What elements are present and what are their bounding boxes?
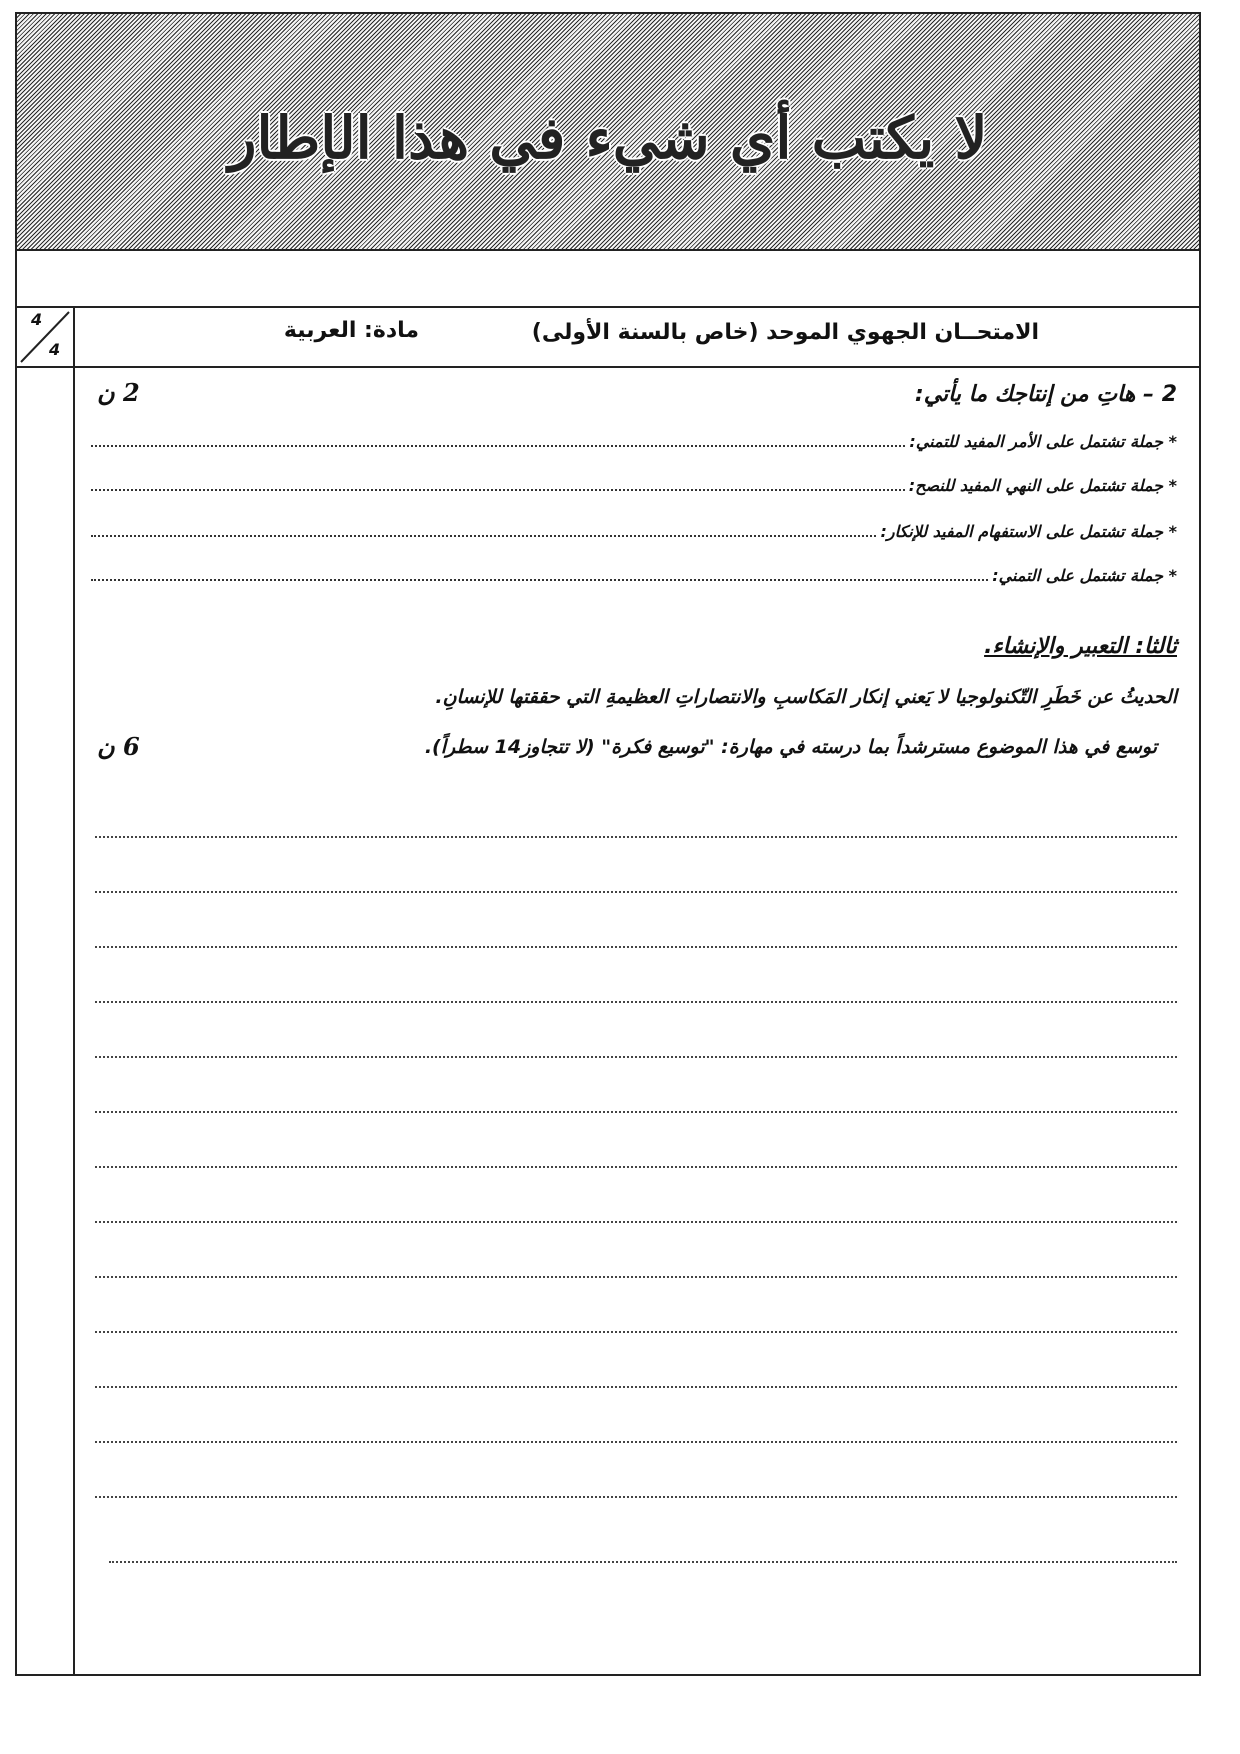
question-2-score: 2 ن — [97, 378, 140, 407]
answer-line-imperative[interactable] — [91, 432, 1177, 451]
prompt-wish: * جملة تشتمل على التمني: — [992, 566, 1177, 585]
question-2-heading: 2 – هاتِ من إنتاجك ما يأتي: — [914, 382, 1177, 407]
prompt-interrogative: * جملة تشتمل على الاستفهام المفيد للإنكار: — [880, 522, 1177, 541]
banner-text: لا يكتب أي شيء في هذا الإطار — [228, 104, 988, 172]
writing-line-12[interactable] — [95, 1441, 1177, 1443]
answer-line-wish[interactable] — [91, 566, 1177, 585]
no-write-banner — [17, 14, 1199, 251]
writing-line-5[interactable] — [95, 1056, 1177, 1058]
answer-line-prohibition[interactable] — [91, 476, 1177, 495]
dotted-answer-space[interactable] — [91, 488, 905, 491]
answer-line-interrogative[interactable] — [91, 522, 1177, 541]
prompt-imperative: * جملة تشتمل على الأمر المفيد للتمني: — [909, 432, 1177, 451]
page-number-box — [17, 308, 75, 366]
dotted-answer-space[interactable] — [91, 578, 988, 581]
section-3-title: ثالثا: التعبير والإنشاء. — [984, 634, 1177, 659]
exam-title: الامتحــان الجهوي الموحد (خاص بالسنة الأولى) — [531, 320, 1039, 345]
page-total: 4 — [49, 340, 61, 359]
dotted-answer-space[interactable] — [91, 534, 876, 537]
page-current: 4 — [31, 310, 43, 329]
writing-line-7[interactable] — [95, 1166, 1177, 1168]
dotted-answer-space[interactable] — [91, 444, 905, 447]
writing-line-9[interactable] — [95, 1276, 1177, 1278]
writing-line-10[interactable] — [95, 1331, 1177, 1333]
writing-line-11[interactable] — [95, 1386, 1177, 1388]
writing-line-14[interactable] — [109, 1561, 1177, 1563]
prompt-prohibition: * جملة تشتمل على النهي المفيد للنصح: — [908, 476, 1177, 495]
writing-line-13[interactable] — [95, 1496, 1177, 1498]
page-frame — [15, 12, 1201, 1676]
writing-line-8[interactable] — [95, 1221, 1177, 1223]
essay-instruction: توسع في هذا الموضوع مسترشداً بما درسته في مهارة: "توسيع فكرة" (لا تتجاوز14 سطراً). — [424, 736, 1157, 758]
exam-header — [17, 306, 1199, 368]
page-box-diagonal — [17, 308, 73, 366]
writing-line-4[interactable] — [95, 1001, 1177, 1003]
writing-line-6[interactable] — [95, 1111, 1177, 1113]
writing-line-1[interactable] — [95, 836, 1177, 838]
subject-label: مادة: العربية — [283, 318, 419, 343]
essay-prompt: الحديثُ عن خَطَرِ التّكنولوجيا لا يَعني إنكار المَكاسبِ والانتصاراتِ العظيمةِ التي حققتها للإنسانِ. — [435, 686, 1177, 708]
writing-line-2[interactable] — [95, 891, 1177, 893]
margin-divider — [73, 366, 75, 1676]
writing-line-3[interactable] — [95, 946, 1177, 948]
essay-score: 6 ن — [97, 732, 140, 761]
